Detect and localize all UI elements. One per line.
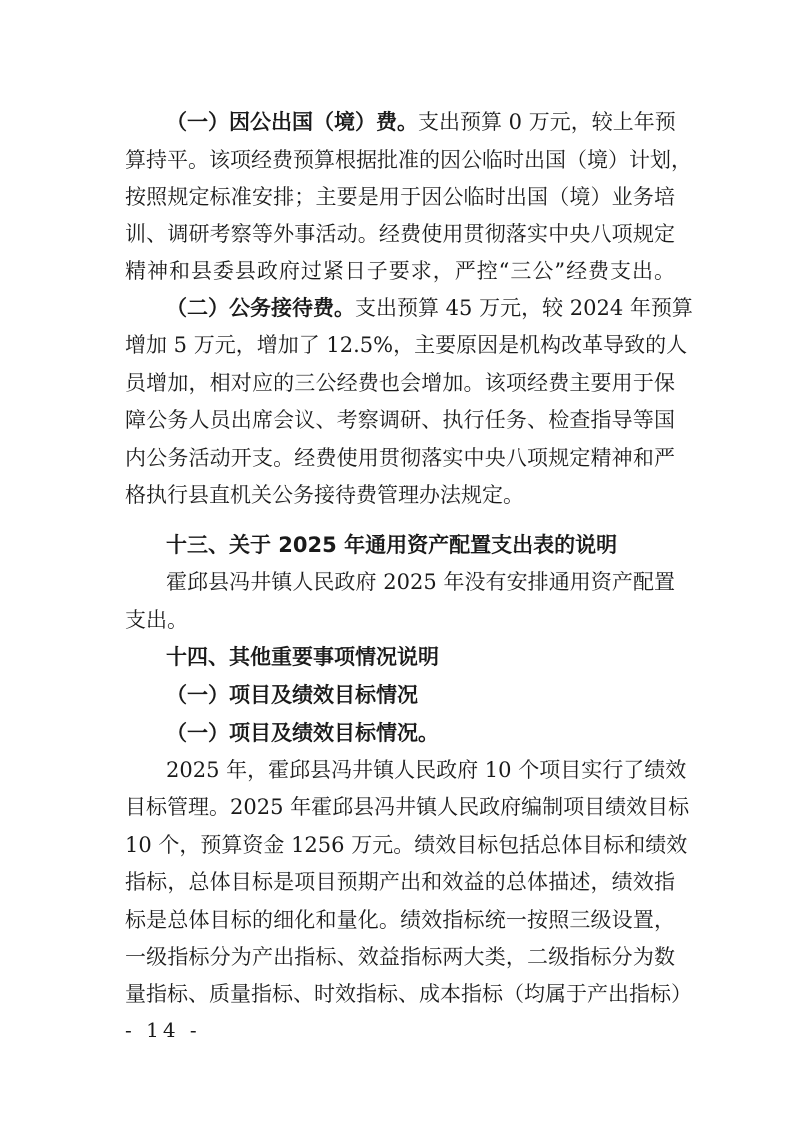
text-line	[125, 832, 688, 858]
text-line	[125, 907, 675, 933]
body-text: 一级指标分为产出指标、效益指标两大类，二级指标分为数	[125, 945, 675, 969]
body-text: 标是总体目标的细化和量化。绩效指标统一按照三级设置，	[125, 908, 675, 932]
body-text: 员增加，相对应的三公经费也会增加。该项经费主要用于保	[125, 371, 675, 395]
body-text: 霍邱县冯井镇人民政府 2025 年没有安排通用资产配置	[166, 570, 675, 594]
bold-heading: （一）项目及绩效目标情况	[166, 683, 418, 707]
body-text: 量指标、质量指标、时效指标、成本指标（均属于产出指标）	[125, 982, 692, 1006]
text-line	[125, 981, 692, 1007]
bold-heading: 十四、其他重要事项情况说明	[166, 645, 439, 669]
text-line	[125, 407, 675, 433]
body-text: 2025 年，霍邱县冯井镇人民政府 10 个项目实行了绩效	[166, 758, 687, 782]
text-line	[166, 295, 693, 321]
body-text: 支出预算 0 万元，较上年预	[418, 110, 676, 134]
body-text: 内公务活动开支。经费使用贯彻落实中央八项规定精神和严	[125, 446, 675, 470]
text-line	[125, 184, 675, 210]
text-line	[125, 482, 675, 508]
text-line	[125, 944, 675, 970]
text-line	[125, 794, 690, 820]
text-line	[125, 445, 675, 471]
text-line	[166, 757, 687, 783]
body-text: 支出预算 45 万元，较 2024 年预算	[355, 296, 693, 320]
text-line	[166, 644, 675, 670]
bold-heading: 十三、关于 2025 年通用资产配置支出表的说明	[166, 533, 618, 557]
text-line	[166, 720, 675, 746]
body-text: 训、调研考察等外事活动。经费使用贯彻落实中央八项规定	[125, 222, 675, 246]
text-line	[125, 607, 675, 633]
text-line	[125, 370, 675, 396]
text-line	[125, 869, 675, 895]
text-line	[125, 221, 675, 247]
body-text: 算持平。该项经费预算根据批准的因公临时出国（境）计划，	[125, 148, 692, 172]
text-line	[125, 147, 692, 173]
body-text: 格执行县直机关公务接待费管理办法规定。	[125, 483, 524, 507]
body-text: 10 个，预算资金 1256 万元。绩效目标包括总体目标和绩效	[125, 833, 688, 857]
body-text: 按照规定标准安排；主要是用于因公临时出国（境）业务培	[125, 185, 675, 209]
body-text: 指标，总体目标是项目预期产出和效益的总体描述，绩效指	[125, 870, 675, 894]
body-text: 目标管理。2025 年霍邱县冯井镇人民政府编制项目绩效目标	[125, 795, 690, 819]
body-text: 障公务人员出席会议、考察调研、执行任务、检查指导等国	[125, 408, 675, 432]
text-line	[125, 258, 675, 284]
bold-heading: （二）公务接待费。	[166, 296, 355, 320]
page-number: - 14 -	[125, 1018, 201, 1042]
text-line	[166, 532, 675, 558]
text-line	[166, 109, 675, 135]
text-line	[125, 332, 688, 358]
text-line	[166, 569, 675, 595]
text-line	[166, 682, 675, 708]
body-text: 支出。	[125, 608, 188, 632]
bold-heading: （一）因公出国（境）费。	[166, 110, 418, 134]
body-text: 增加 5 万元，增加了 12.5%，主要原因是机构改革导致的人	[125, 333, 688, 357]
bold-heading: （一）项目及绩效目标情况。	[166, 721, 439, 745]
body-text: 精神和县委县政府过紧日子要求，严控“三公”经费支出。	[125, 259, 675, 283]
